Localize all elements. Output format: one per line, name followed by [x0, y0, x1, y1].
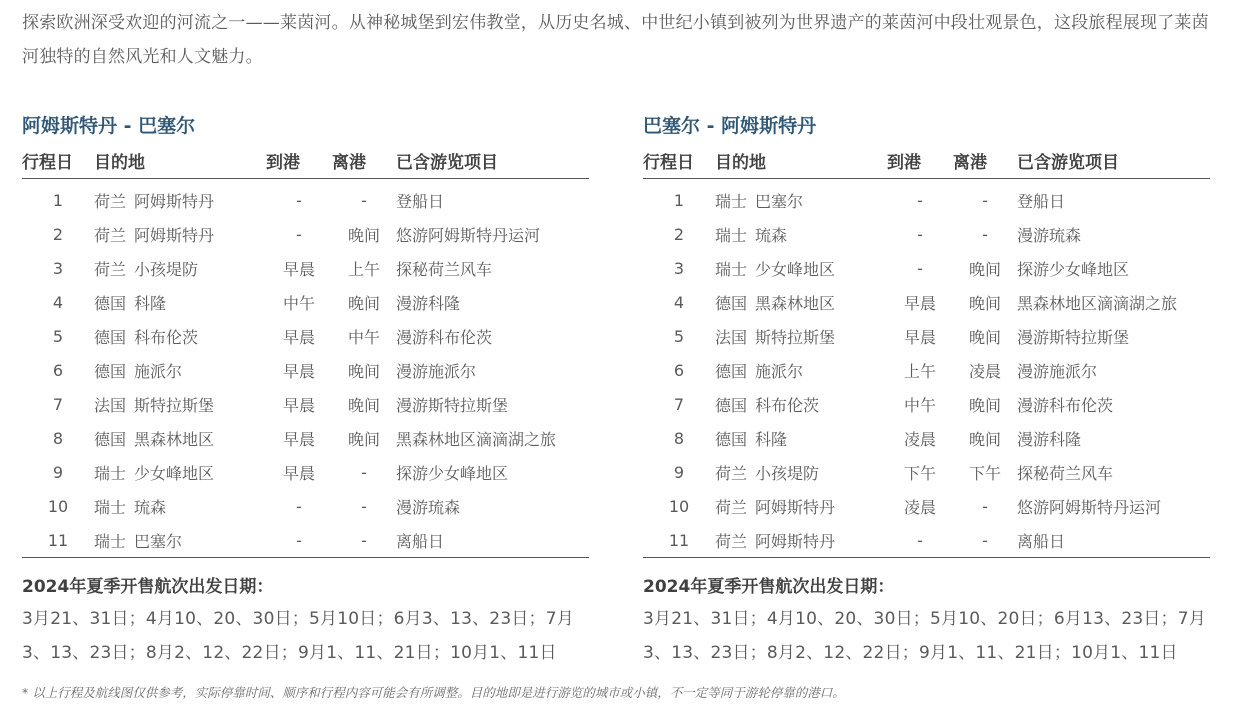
depart-time: 晚间: [347, 429, 380, 449]
included-tour: 漫游施派尔: [396, 361, 477, 381]
day-number: 9: [52, 462, 64, 482]
included-tour: 黑森林地区滴滴湖之旅: [1017, 293, 1178, 313]
day-number: 8: [52, 428, 64, 448]
table-header-row: [643, 142, 1210, 179]
included-tour: 漫游科隆: [1017, 429, 1082, 449]
arrive-time: 早晨: [282, 429, 315, 449]
destination-cell: [715, 387, 887, 421]
included-tour: 漫游斯特拉斯堡: [396, 395, 509, 415]
arrive-time: 早晨: [282, 259, 315, 279]
table-row: [22, 251, 589, 285]
day-number: 1: [673, 190, 685, 210]
included-tour: 登船日: [1017, 191, 1066, 211]
destination-city: 科隆: [134, 293, 167, 313]
itinerary-rows: [643, 179, 1210, 558]
destination-country: 瑞士: [715, 225, 748, 245]
destination-city: 少女峰地区: [755, 259, 836, 279]
arrive-time: -: [917, 224, 923, 244]
day-number: 7: [52, 394, 64, 414]
destination-city: 斯特拉斯堡: [755, 327, 836, 347]
depart-time: 下午: [968, 463, 1001, 483]
destination-city: 琉森: [755, 225, 788, 245]
table-row: [643, 179, 1210, 218]
table-row: [22, 455, 589, 489]
table-row: [643, 489, 1210, 523]
intro-text: 探索欧洲深受欢迎的河流之一——莱茵河。从神秘城堡到宏伟教堂，从历史名城、中世纪小镇到被列为世界遗产的莱茵河中段壮观景色，这段旅程展现了莱茵河独特的自然风光和人文魅力。: [22, 13, 1209, 67]
included-tour: 漫游科隆: [396, 293, 461, 313]
table-row: [22, 217, 589, 251]
destination-cell: [94, 319, 266, 353]
day-number: 4: [52, 292, 64, 312]
depart-time: 晚间: [347, 395, 380, 415]
day-number: 11: [643, 523, 715, 558]
header-destination: 目的地: [715, 142, 887, 179]
destination-cell: [715, 489, 887, 523]
destination-cell: [94, 217, 266, 251]
table-row: [22, 285, 589, 319]
destination-cell: [94, 421, 266, 455]
arrive-time: 早晨: [903, 327, 936, 347]
table-row: [22, 489, 589, 523]
arrive-time: -: [266, 523, 332, 558]
included-tour: 漫游琉森: [1017, 225, 1082, 245]
table-row: [22, 319, 589, 353]
day-number: 1: [52, 190, 64, 210]
day-number: 10: [668, 496, 690, 516]
destination-country: 德国: [715, 395, 748, 415]
arrive-time: -: [917, 190, 923, 210]
destination-country: 荷兰: [715, 531, 748, 551]
day-number: 7: [673, 394, 685, 414]
destination-cell: [94, 489, 266, 523]
sailings-label: 2024年夏季开售航次出发日期：: [22, 577, 274, 597]
arrive-time: 中午: [282, 293, 315, 313]
destination-country: 瑞士: [94, 531, 127, 551]
destination-country: 瑞士: [94, 497, 127, 517]
destination-country: 瑞士: [715, 259, 748, 279]
depart-time: 晚间: [968, 327, 1001, 347]
depart-time: -: [361, 462, 367, 482]
destination-city: 科布伦茨: [755, 395, 820, 415]
destination-cell: [715, 455, 887, 489]
header-day: 行程日: [643, 142, 715, 179]
table-row: [643, 251, 1210, 285]
destination-cell: [715, 179, 887, 218]
header-depart: 离港: [332, 142, 396, 179]
destination-country: 德国: [715, 361, 748, 381]
table-row: [643, 285, 1210, 319]
arrive-time: 早晨: [282, 395, 315, 415]
depart-time: 凌晨: [968, 361, 1001, 381]
destination-country: 德国: [94, 361, 127, 381]
table-row: [643, 217, 1210, 251]
day-number: 11: [22, 523, 94, 558]
depart-time: -: [982, 496, 988, 516]
arrive-time: 上午: [903, 361, 936, 381]
included-tour: 漫游琉森: [396, 497, 461, 517]
destination-country: 荷兰: [715, 497, 748, 517]
itinerary-table: [643, 142, 1210, 558]
table-row: [22, 353, 589, 387]
day-number: 5: [52, 326, 64, 346]
included-tour: 探秘荷兰风车: [396, 259, 493, 279]
table-row: [643, 455, 1210, 489]
table-row: [22, 523, 589, 558]
included-tour: 探游少女峰地区: [1017, 259, 1130, 279]
sailings-label: 2024年夏季开售航次出发日期：: [643, 577, 895, 597]
destination-country: 德国: [94, 429, 127, 449]
depart-time: 晚间: [968, 429, 1001, 449]
destination-country: 德国: [94, 327, 127, 347]
depart-time: -: [982, 190, 988, 210]
destination-cell: [94, 523, 266, 558]
destination-city: 黑森林地区: [134, 429, 215, 449]
header-day: 行程日: [22, 142, 94, 179]
included-tour: 漫游科布伦茨: [396, 327, 493, 347]
arrive-time: -: [917, 258, 923, 278]
included-tour: 探秘荷兰风车: [1017, 463, 1114, 483]
included-tour: 离船日: [396, 523, 589, 558]
arrive-time: -: [296, 224, 302, 244]
destination-city: 少女峰地区: [134, 463, 215, 483]
day-number: 2: [673, 224, 685, 244]
table-row: [22, 387, 589, 421]
included-tour: 漫游科布伦茨: [1017, 395, 1114, 415]
header-tours: 已含游览项目: [396, 142, 589, 179]
footnote: * 以上行程及航线图仅供参考，实际停靠时间、顺序和行程内容可能会有所调整。目的地即是进行游览的城市或小镇，不一定等同于游轮停靠的港口。: [22, 685, 845, 700]
destination-city: 科布伦茨: [134, 327, 199, 347]
table-row: [643, 523, 1210, 558]
day-number: 9: [673, 462, 685, 482]
included-tour: 登船日: [396, 191, 445, 211]
itinerary-title: 巴塞尔 - 阿姆斯特丹: [643, 115, 817, 137]
itinerary-basel-amsterdam: [643, 110, 1210, 670]
arrive-time: 早晨: [282, 327, 315, 347]
arrive-time: -: [296, 496, 302, 516]
arrive-time: 凌晨: [903, 497, 936, 517]
destination-city: 琉森: [134, 497, 167, 517]
header-depart: 离港: [953, 142, 1017, 179]
table-row: [643, 319, 1210, 353]
depart-time: -: [361, 496, 367, 516]
included-tour: 黑森林地区滴滴湖之旅: [396, 429, 557, 449]
arrive-time: -: [887, 523, 953, 558]
destination-city: 巴塞尔: [134, 531, 183, 551]
destination-city: 施派尔: [755, 361, 804, 381]
destination-country: 荷兰: [94, 191, 127, 211]
table-row: [643, 387, 1210, 421]
depart-time: -: [361, 190, 367, 210]
destination-city: 小孩堤防: [755, 463, 820, 483]
destination-cell: [715, 251, 887, 285]
depart-time: 晚间: [968, 395, 1001, 415]
destination-country: 瑞士: [715, 191, 748, 211]
day-number: 3: [673, 258, 685, 278]
included-tour: 漫游斯特拉斯堡: [1017, 327, 1130, 347]
arrive-time: -: [296, 190, 302, 210]
depart-time: 晚间: [347, 225, 380, 245]
table-header-row: [22, 142, 589, 179]
destination-country: 荷兰: [715, 463, 748, 483]
destination-cell: [715, 319, 887, 353]
table-row: [643, 421, 1210, 455]
header-tours: 已含游览项目: [1017, 142, 1210, 179]
destination-cell: [94, 353, 266, 387]
included-tour: 悠游阿姆斯特丹运河: [396, 225, 541, 245]
destination-country: 荷兰: [94, 225, 127, 245]
depart-time: 晚间: [347, 361, 380, 381]
destination-city: 斯特拉斯堡: [134, 395, 215, 415]
day-number: 6: [52, 360, 64, 380]
destination-cell: [715, 421, 887, 455]
day-number: 2: [52, 224, 64, 244]
arrive-time: 凌晨: [903, 429, 936, 449]
header-arrive: 到港: [266, 142, 332, 179]
depart-time: -: [982, 224, 988, 244]
arrive-time: 早晨: [282, 463, 315, 483]
destination-cell: [715, 353, 887, 387]
arrive-time: 早晨: [903, 293, 936, 313]
day-number: 6: [673, 360, 685, 380]
header-destination: 目的地: [94, 142, 266, 179]
included-tour: 漫游施派尔: [1017, 361, 1098, 381]
itinerary-title: 阿姆斯特丹 - 巴塞尔: [22, 115, 196, 137]
day-number: 4: [673, 292, 685, 312]
destination-city: 施派尔: [134, 361, 183, 381]
included-tour: 悠游阿姆斯特丹运河: [1017, 497, 1162, 517]
destination-cell: [715, 217, 887, 251]
depart-time: 晚间: [347, 293, 380, 313]
included-tour: 离船日: [1017, 523, 1210, 558]
table-row: [22, 421, 589, 455]
day-number: 10: [47, 496, 69, 516]
day-number: 3: [52, 258, 64, 278]
destination-country: 瑞士: [94, 463, 127, 483]
destination-city: 阿姆斯特丹: [755, 497, 836, 517]
destination-country: 法国: [94, 395, 127, 415]
sailings-dates: 3月21、31日；4月10、20、30日；5月10日；6月3、13、23日；7月3、13、23日；8月2、12、22日；9月1、11、21日；10月1、11日: [22, 609, 574, 663]
arrive-time: 早晨: [282, 361, 315, 381]
depart-time: -: [953, 523, 1017, 558]
depart-time: -: [332, 523, 396, 558]
sailings-dates: 3月21、31日；4月10、20、30日；5月10、20日；6月13、23日；7月3、13、23日；8月2、12、22日；9月1、11、21日；10月1、11日: [643, 609, 1206, 663]
day-number: 5: [673, 326, 685, 346]
destination-cell: [94, 179, 266, 218]
day-number: 8: [673, 428, 685, 448]
depart-time: 上午: [347, 259, 380, 279]
included-tour: 探游少女峰地区: [396, 463, 509, 483]
destination-country: 法国: [715, 327, 748, 347]
destination-country: 荷兰: [94, 259, 127, 279]
depart-time: 晚间: [968, 293, 1001, 313]
table-row: [643, 353, 1210, 387]
destination-city: 阿姆斯特丹: [755, 531, 836, 551]
table-row: [22, 179, 589, 218]
destination-city: 小孩堤防: [134, 259, 199, 279]
depart-time: 中午: [347, 327, 380, 347]
destination-cell: [94, 387, 266, 421]
destination-city: 阿姆斯特丹: [134, 191, 215, 211]
destination-cell: [94, 455, 266, 489]
destination-city: 阿姆斯特丹: [134, 225, 215, 245]
arrive-time: 下午: [903, 463, 936, 483]
destination-cell: [94, 285, 266, 319]
destination-city: 科隆: [755, 429, 788, 449]
depart-time: 晚间: [968, 259, 1001, 279]
header-arrive: 到港: [887, 142, 953, 179]
destination-cell: [715, 285, 887, 319]
destination-country: 德国: [715, 429, 748, 449]
destination-city: 巴塞尔: [755, 191, 804, 211]
destination-country: 德国: [94, 293, 127, 313]
destination-cell: [94, 251, 266, 285]
arrive-time: 中午: [903, 395, 936, 415]
destination-cell: [715, 523, 887, 558]
destination-city: 黑森林地区: [755, 293, 836, 313]
itinerary-amsterdam-basel: [22, 110, 589, 670]
itinerary-rows: [22, 179, 589, 558]
destination-country: 德国: [715, 293, 748, 313]
itinerary-table: [22, 142, 589, 558]
